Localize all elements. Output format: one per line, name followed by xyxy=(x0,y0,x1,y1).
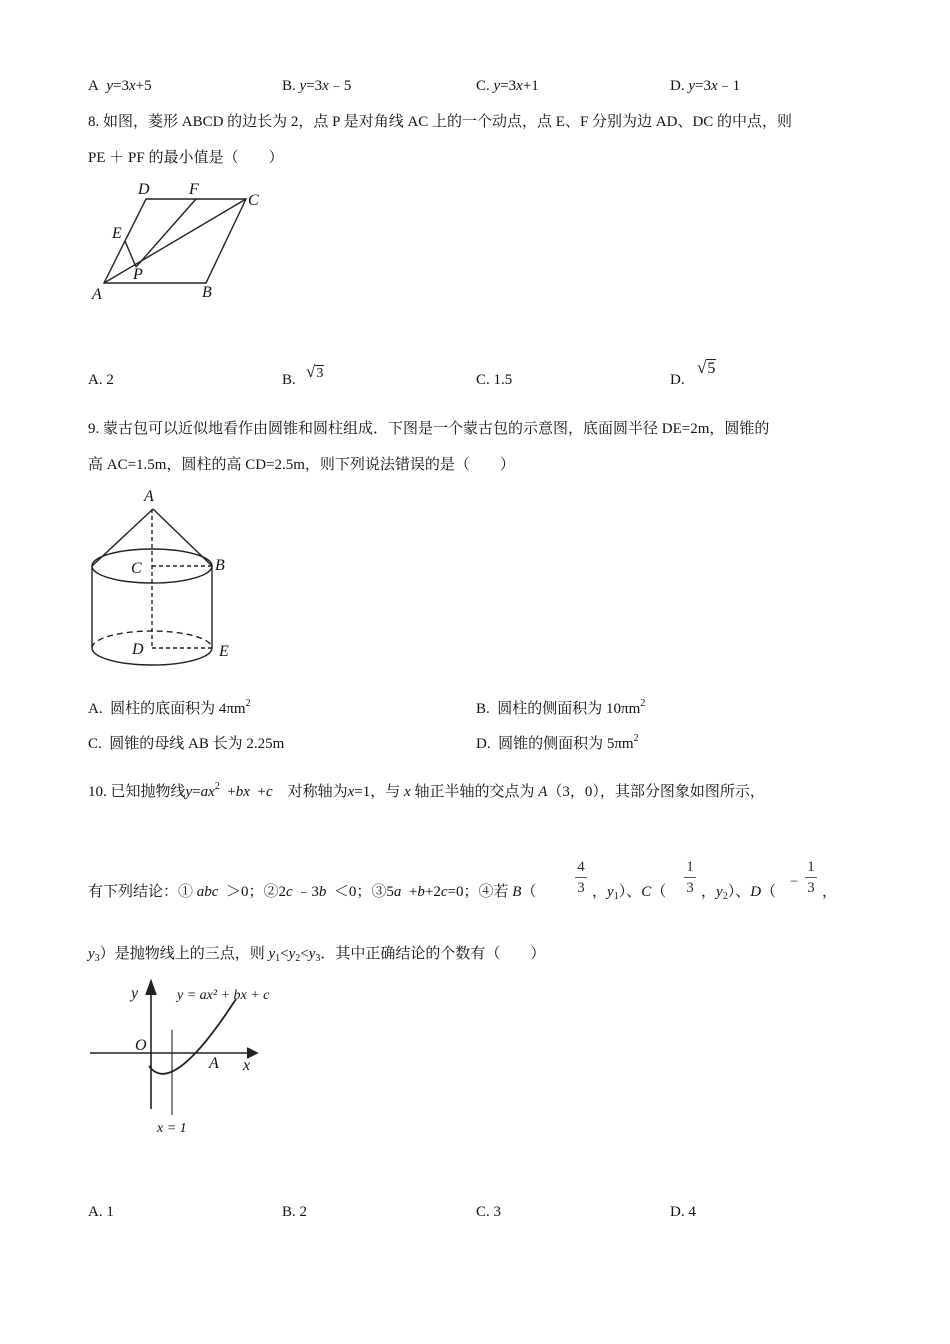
q8-option-d-sqrt: √5 xyxy=(697,358,716,377)
q8-option-b[interactable]: B. xyxy=(282,372,296,388)
label-axis-x1: x = 1 xyxy=(157,1121,187,1136)
q9-stem-line2: 高 AC=1.5m，圆柱的高 CD=2.5m，则下列说法错误的是（ ） xyxy=(88,457,515,473)
label-equation: y = ax² + bx + c xyxy=(177,988,270,1003)
label-a: A xyxy=(144,488,154,505)
q7-option-d[interactable]: D. y=3x﹣1 xyxy=(670,78,741,94)
q10-fraction-d-sign: − xyxy=(790,874,799,890)
q10-stem-line1: 10. 已知抛物线$y=ax^2 +bx +c$ 对称轴为x=1，与 x 轴正半轴的交点为 A（3，0），其部分图象如图所示， xyxy=(88,781,765,800)
label-p: P xyxy=(133,266,143,283)
q8-option-c[interactable]: C. 1.5 xyxy=(476,372,513,388)
q10-conclusions-line: 有下列结论：① abc ＞0；②2c ﹣3b ＜0；③5a +b+2c=0；④若 B（ xyxy=(88,884,537,900)
label-origin: O xyxy=(135,1037,147,1054)
q10-point-d-comma: ， xyxy=(822,884,838,900)
q8-option-b-sqrt: √3 xyxy=(306,362,324,381)
label-b: B xyxy=(202,284,212,301)
label-e: E xyxy=(219,643,229,660)
label-f: F xyxy=(189,181,199,198)
q8-stem-line2: PE ＋ PF 的最小值是（ ） xyxy=(88,150,284,166)
q10-option-d[interactable]: D. 4 xyxy=(670,1204,696,1220)
q7-option-c[interactable]: C. y=3x+1 xyxy=(476,78,539,94)
q8-rhombus-figure xyxy=(80,175,280,310)
label-a: A xyxy=(92,286,102,303)
q10-point-c-y: ，$y_2$）、D（ xyxy=(701,884,777,902)
q10-stem-line3: $y_3$）是抛物线上的三点，则 $y_1<y_2<y_3$．其中正确结论的个数有（ ） xyxy=(88,946,546,964)
q9-option-d[interactable]: D. 圆锥的侧面积为 $5\pi m^2$ xyxy=(476,733,639,752)
segment-pf xyxy=(136,199,196,267)
q9-stem-line1: 9. 蒙古包可以近似地看作由圆锥和圆柱组成．下图是一个蒙古包的示意图，底面圆半径 DE=2m，圆锥的 xyxy=(88,421,770,437)
parabola-curve xyxy=(149,999,236,1074)
q10-parabola-graph xyxy=(85,975,295,1140)
label-e: E xyxy=(112,225,122,242)
q9-yurt-figure xyxy=(80,483,250,678)
label-c: C xyxy=(131,560,142,577)
label-b: B xyxy=(215,557,225,574)
q10-fraction-d: 1 3 xyxy=(803,858,819,897)
label-a: A xyxy=(209,1055,219,1072)
q10-option-b[interactable]: B. 2 xyxy=(282,1204,308,1220)
q7-option-b[interactable]: B. y=3x﹣5 xyxy=(282,78,352,94)
cylinder-bottom-front xyxy=(92,648,212,665)
label-x: x xyxy=(243,1057,251,1074)
segment-pe xyxy=(125,241,136,267)
label-c: C xyxy=(248,192,259,209)
label-d: D xyxy=(138,181,150,198)
label-y: y xyxy=(131,985,139,1002)
q10-option-c[interactable]: C. 3 xyxy=(476,1204,502,1220)
q10-fraction-b: 4 3 xyxy=(573,858,589,897)
q7-option-a[interactable]: A y=3x+5 xyxy=(88,78,152,94)
q9-option-b[interactable]: B. 圆柱的侧面积为 $10\pi m^2$ xyxy=(476,698,646,717)
q8-option-d[interactable]: D. xyxy=(670,372,685,388)
q8-stem-line1: 8. 如图，菱形 ABCD 的边长为 2，点 P 是对角线 AC 上的一个动点，点 E、F 分别为边 AD、DC 的中点，则 xyxy=(88,114,793,130)
q9-option-a[interactable]: A. 圆柱的底面积为 $4\pi m^2$ xyxy=(88,698,251,717)
q9-option-c[interactable]: C. 圆锥的母线 AB 长为 2.25m xyxy=(88,736,285,752)
label-d: D xyxy=(132,641,144,658)
y-axis-arrow xyxy=(146,981,156,995)
q10-point-b-y: ，$y_1$）、C（ xyxy=(592,884,667,902)
q10-fraction-c: 1 3 xyxy=(682,858,698,897)
q8-option-a[interactable]: A. 2 xyxy=(88,372,114,388)
q10-option-a[interactable]: A. 1 xyxy=(88,1204,114,1220)
